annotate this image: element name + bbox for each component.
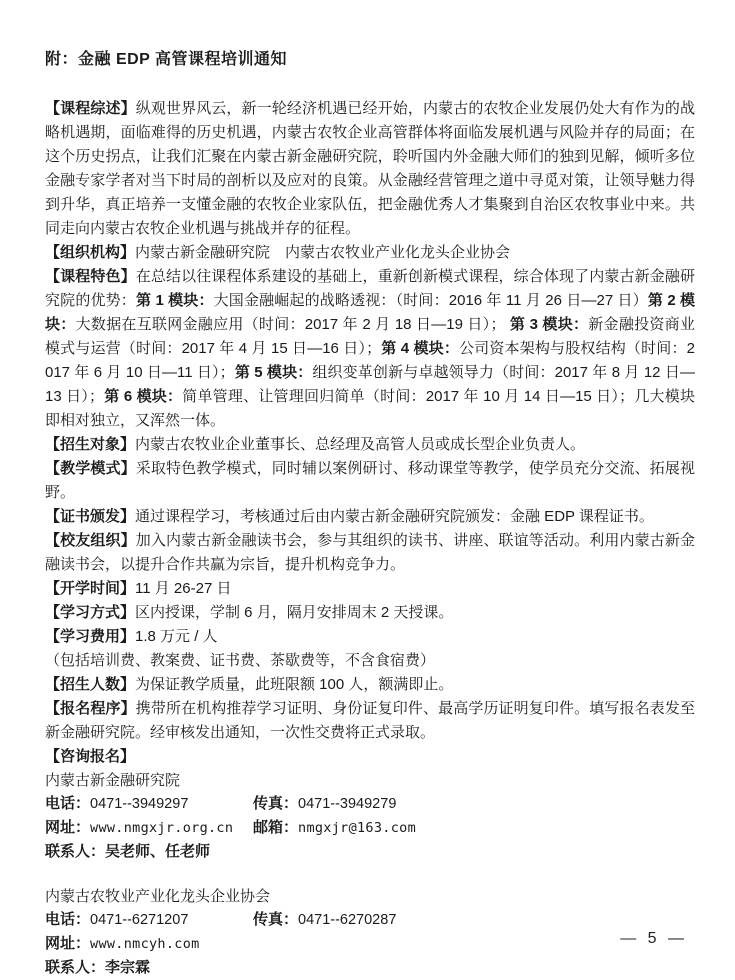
website-label: 网址： xyxy=(45,819,91,836)
text-run: 新金融投资商业模式与运营（时间：2017 年 4 月 15 日—16 日）； xyxy=(45,316,695,357)
phone-label: 电话： xyxy=(45,911,91,928)
document-content xyxy=(45,50,695,979)
bold-label-run: 【课程综述】 xyxy=(45,100,136,117)
text-run: 在总结以往课程体系建设的基础上，重新创新模式课程，综合体现了内蒙古新金融研究院的优势： xyxy=(45,268,695,309)
bold-label-run: 【学习费用】 xyxy=(45,628,136,645)
website-field xyxy=(45,816,253,840)
paragraph xyxy=(45,577,695,601)
website-label: 网址： xyxy=(45,935,91,952)
bold-label-run: 第 4 模块： xyxy=(381,340,459,357)
bold-label-run: 第 3 模块： xyxy=(509,316,589,333)
fax-field xyxy=(253,792,396,816)
text-run: 1.8 万元 / 人 xyxy=(135,628,218,645)
paragraph xyxy=(45,457,695,505)
phone-value: 0471--3949297 xyxy=(90,796,189,812)
bold-label-run: 【咨询报名】 xyxy=(45,748,136,765)
paragraph xyxy=(45,601,695,625)
bold-label-run: 第 1 模块： xyxy=(135,292,214,309)
contact-row xyxy=(45,840,695,863)
page-title: 附：金融 EDP 高管课程培训通知 xyxy=(45,51,288,68)
bold-label-run: 【招生人数】 xyxy=(45,676,136,693)
email-value: nmgxjr@163.com xyxy=(298,820,417,836)
notice-body xyxy=(45,97,695,769)
website-value: www.nmcyh.com xyxy=(90,936,200,952)
bold-label-run: 【证书颁发】 xyxy=(45,508,136,525)
block-gap xyxy=(45,863,695,885)
paragraph xyxy=(45,529,695,577)
bold-label-run: 第 6 模块： xyxy=(104,388,183,405)
paragraph xyxy=(45,697,695,745)
paragraph xyxy=(45,745,695,769)
contact-person-label: 联系人： xyxy=(45,959,106,976)
paragraph xyxy=(45,241,695,265)
text-run: 11 月 26-27 日 xyxy=(135,580,232,597)
bold-label-run: 第 2 模块： xyxy=(45,292,695,333)
fax-field xyxy=(253,908,396,932)
contact-row xyxy=(45,932,695,956)
paragraph xyxy=(45,625,695,649)
fax-value: 0471--6270287 xyxy=(298,912,397,928)
text-run: 大数据在互联网金融应用（时间：2017 年 2 月 18 日—19 日）； xyxy=(75,316,510,333)
bold-label-run: 【报名程序】 xyxy=(45,700,136,717)
website-field xyxy=(45,932,200,956)
text-run: 公司资本架构与股权结构（时间：2017 年 6 月 10 日—11 日）； xyxy=(45,340,695,381)
bold-label-run: 【开学时间】 xyxy=(45,580,136,597)
website-value: www.nmgxjr.org.cn xyxy=(90,820,234,836)
bold-label-run: 【招生对象】 xyxy=(45,436,136,453)
contact-block-institute xyxy=(45,769,695,863)
bold-label-run: 第 5 模块： xyxy=(234,364,313,381)
text-run: 简单管理、让管理回归简单（时间：2017 年 10 月 14 日—15 日）；几大模块即相对独立，又浑然一体。 xyxy=(45,388,695,429)
contact-row xyxy=(45,908,695,932)
email-field xyxy=(253,816,416,840)
org-name: 内蒙古新金融研究院 xyxy=(45,772,181,789)
bold-label-run: 【组织机构】 xyxy=(45,244,136,261)
text-run: 采取特色教学模式，同时辅以案例研讨、移动课堂等教学，使学员充分交流、拓展视野。 xyxy=(45,460,695,501)
fax-label: 传真： xyxy=(253,795,299,812)
contact-person-names: 李宗霖 xyxy=(105,959,151,976)
bold-label-run: 【校友组织】 xyxy=(45,532,136,549)
paragraph xyxy=(45,265,695,433)
paragraph xyxy=(45,433,695,457)
contact-row xyxy=(45,816,695,840)
paragraph xyxy=(45,649,695,673)
paragraph xyxy=(45,97,695,241)
email-label: 邮箱： xyxy=(253,819,299,836)
text-run: 携带所在机构推荐学习证明、身份证复印件、最高学历证明复印件。填写报名表发至新金融研究院。经审核发出通知，一次性交费将正式录取。 xyxy=(45,700,695,741)
org-name: 内蒙古农牧业产业化龙头企业协会 xyxy=(45,888,271,905)
bold-label-run: 【课程特色】 xyxy=(45,268,136,285)
paragraph xyxy=(45,505,695,529)
bold-label-run: 【学习方式】 xyxy=(45,604,136,621)
contact-person-field xyxy=(45,840,210,863)
fax-value: 0471--3949279 xyxy=(298,796,397,812)
contact-person-field xyxy=(45,956,150,979)
text-run: 大国金融崛起的战略透视：（时间：2016 年 11 月 26 日—27 日） xyxy=(213,292,648,309)
contact-section xyxy=(45,769,695,979)
phone-field xyxy=(45,792,253,816)
text-run: 内蒙古农牧业企业董事长、总经理及高管人员或成长型企业负责人。 xyxy=(135,436,586,453)
text-run: 加入内蒙古新金融读书会，参与其组织的读书、讲座、联谊等活动。利用内蒙古新金融读书会，以提升合作共赢为宗旨，提升机构竞争力。 xyxy=(45,532,695,573)
phone-field xyxy=(45,908,253,932)
contact-row xyxy=(45,792,695,816)
fax-label: 传真： xyxy=(253,911,299,928)
text-run: 纵观世界风云，新一轮经济机遇已经开始，内蒙古的农牧企业发展仍处大有作为的战略机遇期，面临难得的历史机遇，内蒙古农牧企业高管群体将面临发展机遇与风险并存的局面；在这个历史拐点，让我们汇聚在内蒙古新金融研究院，聆听国内外金融大师们的独到见解，倾听多位金融专家学者对当下时局的剖析以及应对的良策。从金融经营管理之道中寻觅对策，让领导魅力得到升华，真正培养一支懂金融的农牧企业家队伍，把金融优秀人才集聚到自治区农牧事业中来。共同走向内蒙古农牧企业机遇与挑战并存的征程。 xyxy=(45,100,695,237)
text-run: 内蒙古新金融研究院 内蒙古农牧业产业化龙头企业协会 xyxy=(135,244,511,261)
text-run: 组织变革创新与卓越领导力（时间：2017 年 8 月 12 日—13 日）； xyxy=(45,364,695,405)
page-number: — 5 — xyxy=(620,930,685,947)
contact-row xyxy=(45,956,695,979)
phone-label: 电话： xyxy=(45,795,91,812)
bold-label-run: 【教学模式】 xyxy=(45,460,136,477)
text-run: 区内授课，学制 6 月，隔月安排周末 2 天授课。 xyxy=(135,604,454,621)
text-run: 通过课程学习，考核通过后由内蒙古新金融研究院颁发：金融 EDP 课程证书。 xyxy=(135,508,654,525)
phone-value: 0471--6271207 xyxy=(90,912,189,928)
contact-person-label: 联系人： xyxy=(45,843,106,860)
contact-person-names: 吴老师、任老师 xyxy=(105,843,211,860)
contact-block-association xyxy=(45,885,695,979)
paragraph xyxy=(45,673,695,697)
text-run: （包括培训费、教案费、证书费、茶歇费等，不含食宿费） xyxy=(45,652,436,669)
text-run: 为保证教学质量，此班限额 100 人，额满即止。 xyxy=(135,676,454,693)
